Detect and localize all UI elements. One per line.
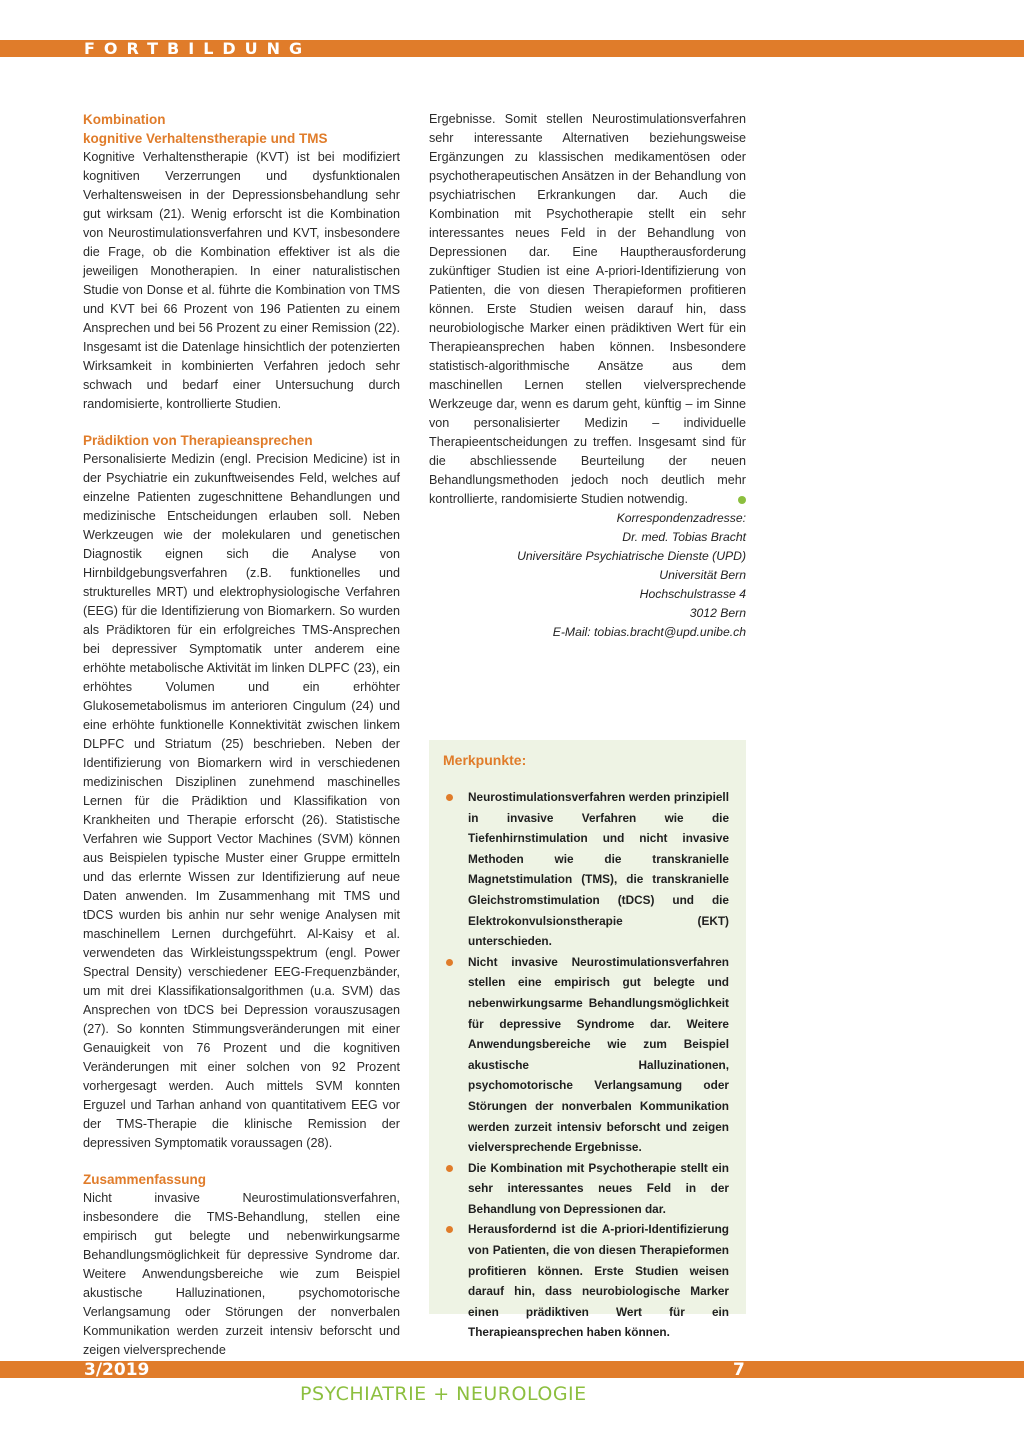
paragraph-continued-text: Ergebnisse. Somit stellen Neurostimulationsverfahren sehr interessante Alternativen beziehungsweise Ergänzungen zu klassischen medikamentösen oder psychotherapeutischen Ansätzen in der Behandlung von psychiatrischen Erkrankungen dar. Auch die Kombination mit Psychotherapie stellt ein sehr interessantes neues Feld in der Behandlung von Depressionen dar. Eine Hauptherausforderung zukünftiger Studien ist eine A-priori-Identifizierung von Patienten, die von diesen Therapieformen profitieren können. Erste Studien weisen darauf hin, dass neurobiologische Marker einen prädiktiven Wert für ein Therapieansprechen haben können. Insbesondere statistisch-algorithmische Ansätze aus dem maschinellen Lernen stellen vielversprechende Werkzeuge dar, wenn es darum geht, künftig – im Sinne von personalisierter Medizin – individuelle Therapieentscheidungen zu treffen. Insgesamt sind für die abschliessende Beurteilung der neuen Behandlungsmethoden jedoch noch deutlich mehr kontrollierte, randomisierte Studien notwendig. — [429, 112, 746, 506]
issue-number: 3/2019 — [84, 1360, 150, 1380]
bullet-icon — [446, 1165, 453, 1172]
merkpunkte-item-text: Neurostimulationsverfahren werden prinzipiell in invasive Verfahren wie die Tiefenhirnstimulation und nicht invasive Methoden wie die transkranielle Magnetstimulation (TMS), die transkranielle Gleichstromstimulation (tDCS) und die Elektrokonvulsionstherapie (EKT) unterschieden. — [468, 790, 729, 949]
bullet-icon — [446, 959, 453, 966]
journal-name: PSYCHIATRIE + NEUROLOGIE — [300, 1383, 587, 1405]
merkpunkte-list — [443, 787, 729, 1343]
heading-kombination-line2: kognitive Verhaltenstherapie und TMS — [83, 131, 328, 146]
paragraph-zusammenfassung: Nicht invasive Neurostimulationsverfahren, insbesondere die TMS-Behandlung, stellen eine empirisch gut belegte und nebenwirkungsarme Behandlungsmöglichkeit für depressive Syndrome dar. Weitere Anwendungsbereiche wie zum Beispiel akustische Halluzinationen, psychomotorische Verlangsamung oder Störungen der nonverbalen Kommunikation werden zurzeit intensiv beforscht und zeigen vielversprechende — [83, 1191, 400, 1357]
merkpunkte-item-text: Die Kombination mit Psychotherapie stellt ein sehr interessantes neues Feld in der Behandlung von Depressionen dar. — [468, 1160, 729, 1216]
merkpunkte-box — [429, 740, 746, 1340]
bullet-icon — [446, 794, 453, 801]
address-line: Universität Bern — [659, 568, 746, 582]
heading-kombination-line1: Kombination — [83, 112, 166, 127]
address-line: 3012 Bern — [689, 606, 746, 620]
paragraph-praediktion: Personalisierte Medizin (engl. Precision Medicine) ist in der Psychiatrie ein zukunftweisendes Feld, welches auf einzelne Patienten zugeschnittene Behandlungen und medizinische Entscheidungen erlauben soll. Neben Werkzeugen wie der molekularen und genetischen Diagnostik eignen sich die Analyse von Hirnbildgebungsverfahren (z.B. funktionelles und strukturelles MRT) und elektrophysiologische Verfahren (EEG) für die Identifizierung von Biomarkern. So wurden als Prädiktoren für ein erfolgreiches TMS-Ansprechen bei depressiver Symptomatik unter anderem eine erhöhte metabolische Aktivität im linken DLPFC (23), ein erhöhtes Volumen und ein erhöhter Glukosemetabolismus im anterioren Cingulum (24) und eine erhöhte funktionelle Konnektivität zwischen linkem DLPFC und Striatum (25) beschrieben. Neben der Identifizierung von Biomarkern wird in verschiedenen medizinischen Disziplinen zunehmend maschinelles Lernen für die Prädiktion und Klassifikation von Krankheiten und Therapie erforscht (26). Statistische Verfahren wie Support Vector Machines (SVM) können aus Beispielen typische Muster einer Gruppe ermitteln und das erlernte Wissen zur Identifizierung auf neue Daten anwenden. Im Zusammenhang mit TMS und tDCS wurden bis anhin nur sehr wenige Analysen mit maschinellem Lernen durchgeführt. Al-Kaisy et al. verwendeten das Wirkleistungsspektrum (engl. Power Spectral Density) verschiedener EEG-Frequenzbänder, um mit drei Klassifikationsalgorithmen (u.a. SVM) das Ansprechen von tDCS bei Depression vorauszusagen (27). So konnten Stimmungsveränderungen mit einer Genauigkeit von 76 Prozent und die kognitiven Veränderungen mit einer solchen von 92 Prozent vorhergesagt werden. Auch mittels SVM konnten Erguzel und Tarhan anhand von quantitativem EEG vor der TMS-Therapie die klinische Remission der depressiven Symptomatik voraussagen (28). — [83, 452, 400, 1150]
right-column — [429, 110, 746, 642]
header-bar — [0, 40, 1024, 57]
paragraph-kombination: Kognitive Verhaltenstherapie (KVT) ist bei modifiziert kognitiven Verzerrungen und dysfunktionalen Verhaltensweisen in der Depressionsbehandlung sehr gut wirksam (21). Wenig erforscht ist die Kombination von Neurostimulationsverfahren und KVT, insbesondere die Frage, ob die Kombination effektiver ist als die jeweiligen Monotherapien. In einer naturalistischen Studie von Donse et al. führte die Kombination von TMS und KVT bei 66 Prozent von 196 Patienten zu einem Ansprechen und bei 56 Prozent zu einer Remission (22). Insgesamt ist die Datenlage hinsichtlich der potenzierten Wirksamkeit in kombinierten Verfahren jedoch sehr schwach und bedarf einer Untersuchung durch randomisierte, kontrollierte Studien. — [83, 150, 400, 411]
address-line: Korrespondenzadresse: — [616, 511, 746, 525]
merkpunkte-title: Merkpunkte: — [443, 752, 527, 768]
merkpunkte-item-text: Herausfordernd ist die A-priori-Identifizierung von Patienten, die von diesen Therapieformen profitieren können. Erste Studien weisen darauf hin, dass neurobiologische Marker einen prädiktiven Wert für ein Therapieansprechen haben können. — [468, 1222, 729, 1340]
merkpunkte-item — [443, 787, 729, 952]
heading-zusammenfassung: Zusammenfassung — [83, 1172, 207, 1187]
merkpunkte-item-text: Nicht invasive Neurostimulationsverfahren stellen eine empirisch gut belegte und nebenwirkungsarme Behandlungsmöglichkeit für depressive Syndrome dar. Weitere Anwendungsbereiche wie zum Beispiel akustische Halluzinationen, psychomotorische Verlangsamung oder Störungen der nonverbalen Kommunikation werden zurzeit intensiv beforscht und zeigen vielversprechende Ergebnisse. — [468, 954, 729, 1155]
page-number: 7 — [733, 1360, 745, 1380]
paragraph-continued — [429, 110, 746, 509]
section-label: FORTBILDUNG — [84, 39, 312, 58]
end-of-article-icon — [738, 496, 746, 504]
correspondence-address — [429, 509, 746, 642]
address-line: Dr. med. Tobias Bracht — [622, 530, 746, 544]
address-line: Universitäre Psychiatrische Dienste (UPD) — [517, 549, 746, 563]
address-line: Hochschulstrasse 4 — [639, 587, 746, 601]
merkpunkte-item — [443, 952, 729, 1158]
bullet-icon — [446, 1226, 453, 1233]
heading-praediktion: Prädiktion von Therapieansprechen — [83, 433, 313, 448]
merkpunkte-item — [443, 1158, 729, 1220]
merkpunkte-item — [443, 1219, 729, 1343]
left-column — [83, 110, 400, 1360]
address-email: E-Mail: tobias.bracht@upd.unibe.ch — [552, 625, 746, 639]
footer-bar — [0, 1361, 1024, 1378]
